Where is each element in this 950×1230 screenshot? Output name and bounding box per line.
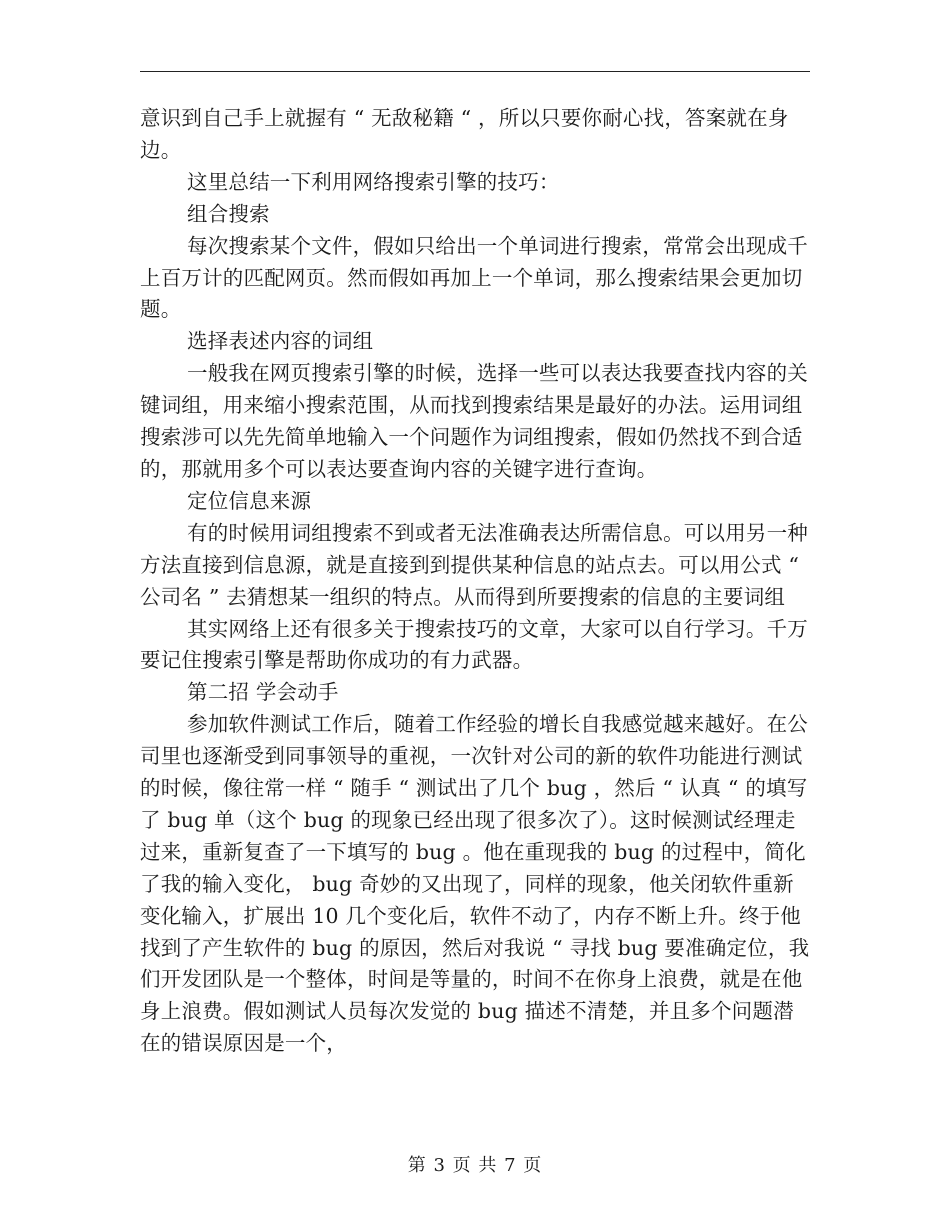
paragraph: 有的时候用词组搜索不到或者无法准确表达所需信息。可以用另一种方法直接到信息源，就是直接到到提供某种信息的站点去。可以用公式 “ 公司名 ” 去猜想某一组织的特点。从而得到所要搜索的信息的主要词组	[140, 520, 808, 609]
section-heading: 选择表述内容的词组	[187, 329, 374, 354]
document-body	[140, 103, 812, 1060]
page-number-footer: 第 3 页 共 7 页	[407, 1155, 543, 1176]
paragraph: 参加软件测试工作后，随着工作经验的增长自我感觉越来越好。在公司里也逐渐受到同事领导的重视，一次针对公司的新的软件功能进行测试的时候，像往常一样 “ 随手 “ 测试出了几个 bug ，然后 “ 认真 “ 的填写了 bug 单（这个 bug 的现象已经出现了很多次了）。这时候测试经理走过来，重新复查了一下填写的 bug 。他在重现我的 bug 的过程中，简化了我的输入变化， bug 奇妙的又出现了，同样的现象，他关闭软件重新变化输入，扩展出 10 几个变化后，软件不动了，内存不断上升。终于他找到了产生软件的 bug 的原因，然后对我说 “ 寻找 bug 要准确定位，我们开发团队是一个整体，时间是等量的，时间不在你身上浪费，就是在他身上浪费。假如测试人员每次发觉的 bug 描述不清楚，并且多个问题潜在的错误原因是一个，	[140, 712, 810, 1056]
paragraph: 一般我在网页搜索引擎的时候，选择一些可以表达我要查找内容的关键词组，用来缩小搜索范围，从而找到搜索结果是最好的办法。运用词组搜索涉可以先先简单地输入一个问题作为词组搜索，假如仍然找不到合适的，那就用多个可以表达要查询内容的关键字进行查询。	[140, 361, 808, 481]
section-heading: 定位信息来源	[187, 488, 312, 513]
paragraph: 这里总结一下利用网络搜索引擎的技巧：	[187, 169, 560, 194]
paragraph: 每次搜索某个文件，假如只给出一个单词进行搜索，常常会出现成千上百万计的匹配网页。然而假如再加上一个单词，那么搜索结果会更加切题。	[140, 233, 808, 322]
paragraph: 其实网络上还有很多关于搜索技巧的文章，大家可以自行学习。千万要记住搜索引擎是帮助你成功的有力武器。	[140, 616, 808, 673]
paragraph: 意识到自己手上就握有 “ 无敌秘籍 “ ，所以只要你耐心找，答案就在身边。	[140, 106, 789, 162]
section-heading: 第二招 学会动手	[187, 680, 339, 705]
section-heading: 组合搜索	[187, 201, 270, 226]
header-rule	[140, 71, 810, 72]
